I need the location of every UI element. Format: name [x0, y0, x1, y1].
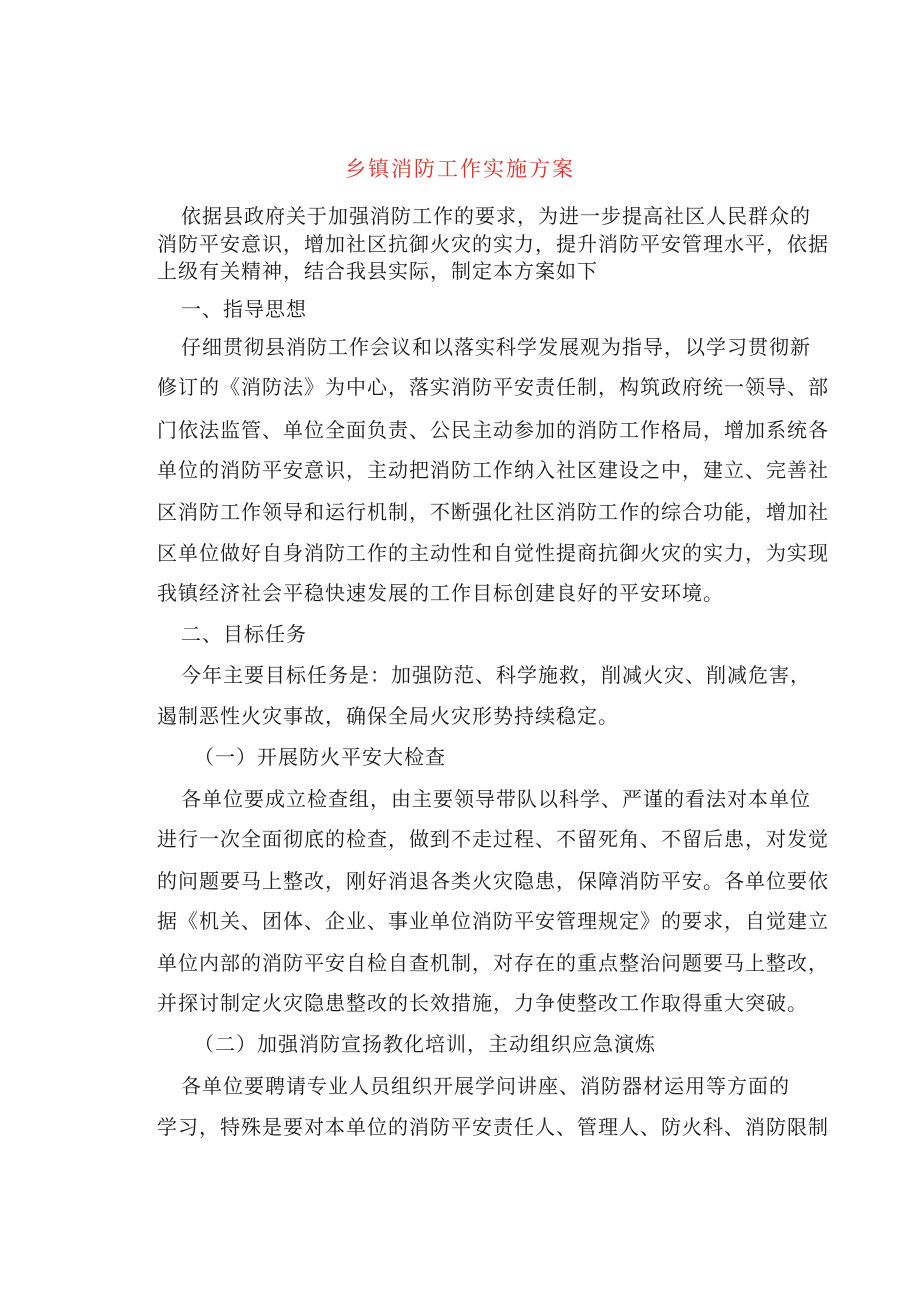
paragraph-line: 仔细贯彻县消防工作会议和以落实科学发展观为指导，以学习贯彻新	[181, 335, 811, 359]
paragraph-line: 今年主要目标任务是：加强防范、科学施救，削减火灾、削减危害，	[181, 663, 811, 687]
document-title: 乡镇消防工作实施方案	[345, 157, 575, 181]
section-heading: 二、目标任务	[181, 622, 307, 646]
paragraph-line: 遏制恶性火灾事故，确保全局火灾形势持续稳定。	[157, 704, 619, 728]
paragraph-line: 门依法监管、单位全面负责、公民主动参加的消防工作格局，增加系统各	[157, 418, 829, 442]
paragraph-line: 我镇经济社会平稳快速发展的工作目标创建良好的平安环境。	[157, 581, 724, 605]
paragraph-line: 学习，特殊是要对本单位的消防平安责任人、管理人、防火科、消防限制	[157, 1115, 829, 1139]
paragraph-line: 消防平安意识，增加社区抗御火灾的实力，提升消防平安管理水平，依据	[157, 232, 829, 256]
paragraph-line: 各单位要成立检查组，由主要领导带队以科学、严谨的看法对本单位	[181, 787, 811, 811]
paragraph-line: 修订的《消防法》为中心，落实消防平安责任制，构筑政府统一领导、部	[157, 375, 829, 399]
paragraph-line: 并探讨制定火灾隐患整改的长效措施，力争使整改工作取得重大突破。	[157, 991, 808, 1015]
subsection-heading: （二）加强消防宣扬教化培训，主动组织应急演炼	[194, 1032, 656, 1056]
paragraph-line: 区消防工作领导和运行机制，不断强化社区消防工作的综合功能，增加社	[157, 500, 829, 524]
paragraph-line: 各单位要聘请专业人员组织开展学问讲座、消防器材运用等方面的	[181, 1074, 790, 1098]
paragraph-line: 区单位做好自身消防工作的主动性和自觉性提商抗御火灾的实力，为实现	[157, 541, 829, 565]
paragraph-line: 依据县政府关于加强消防工作的要求，为进一步提高社区人民群众的	[181, 204, 811, 228]
paragraph-line: 进行一次全面彻底的检查，做到不走过程、不留死角、不留后患，对发觉	[157, 827, 829, 851]
subsection-heading: （一）开展防火平安大检查	[194, 745, 446, 769]
section-heading: 一、指导思想	[181, 297, 307, 321]
paragraph-line: 上级有关精神，结合我县实际，制定本方案如下	[157, 259, 598, 283]
paragraph-line: 单位内部的消防平安自检自查机制，对存在的重点整治问题要马上整改，	[157, 951, 829, 975]
paragraph-line: 的问题要马上整改，刚好消退各类火灾隐患，保障消防平安。各单位要依	[157, 869, 829, 893]
paragraph-line: 单位的消防平安意识，主动把消防工作纳入社区建设之中，建立、完善社	[157, 458, 829, 482]
paragraph-line: 据《机关、团体、企业、事业单位消防平安管理规定》的要求，自觉建立	[157, 909, 829, 933]
